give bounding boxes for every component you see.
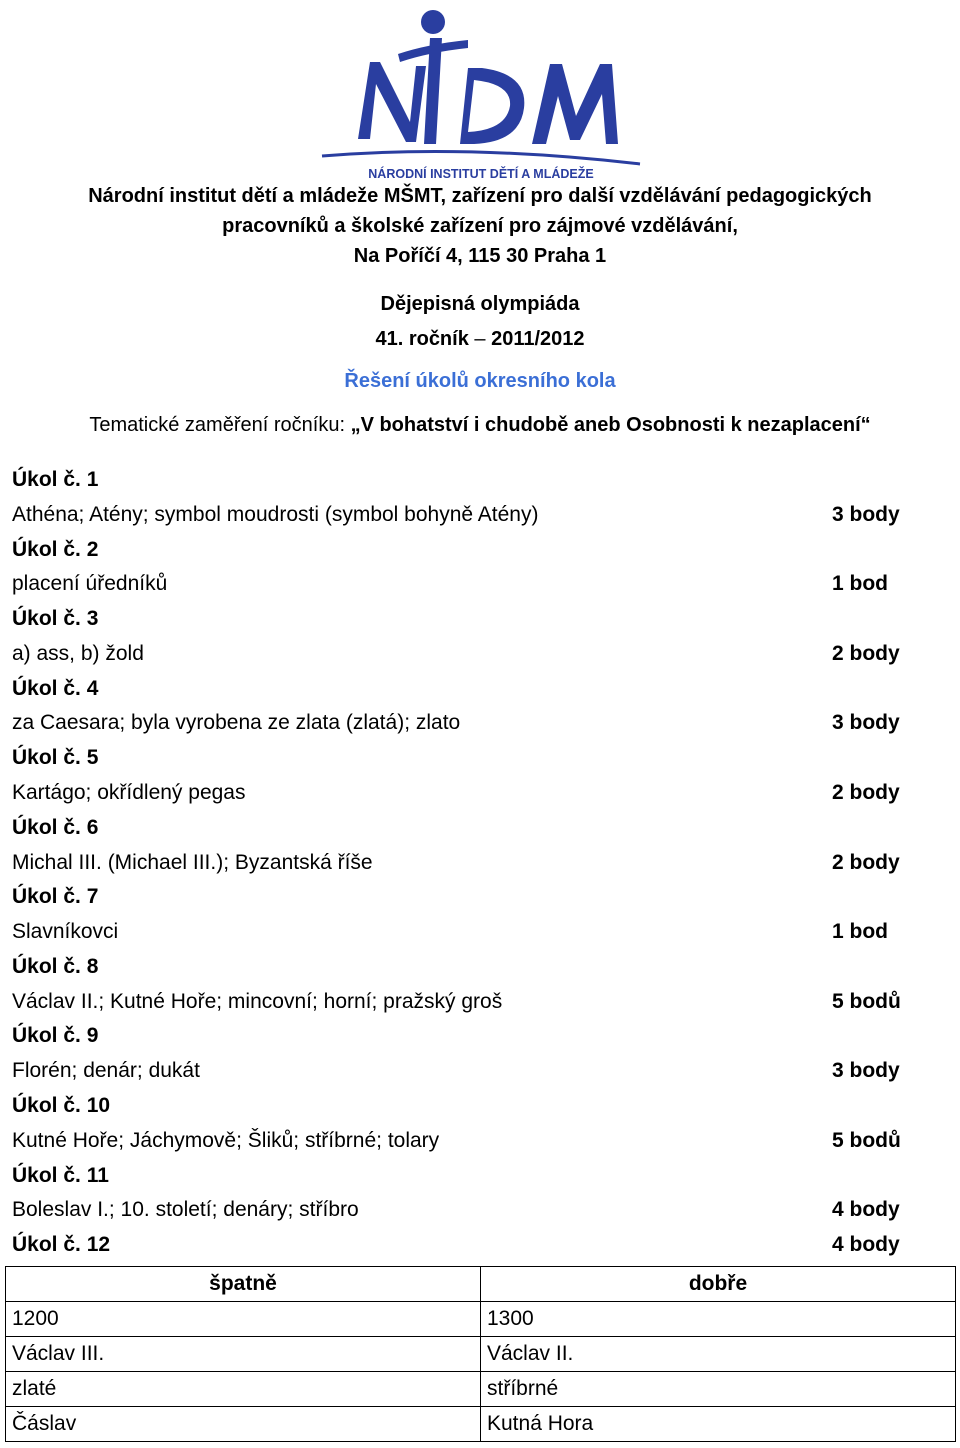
task-heading-12: Úkol č. 12 xyxy=(12,1233,111,1256)
task-heading-2: Úkol č. 2 xyxy=(12,538,99,561)
logo-figure-head xyxy=(421,10,445,34)
olympiad-name: Dějepisná olympiáda xyxy=(380,293,580,315)
task-answer-5: Kartágo; okřídlený pegas xyxy=(12,781,246,804)
task-heading-4: Úkol č. 4 xyxy=(12,677,99,700)
task-points-2: 1 bod xyxy=(832,572,888,595)
logo-subtitle: NÁRODNÍ INSTITUT DĚTÍ A MLÁDEŽE xyxy=(368,167,594,181)
task-points-8: 5 bodů xyxy=(832,990,901,1013)
institution-line-2: pracovníků a školské zařízení pro zájmové vzdělávání, xyxy=(222,215,738,237)
table-row xyxy=(6,1372,956,1407)
task-points-11: 4 body xyxy=(832,1198,900,1221)
task-points-5: 2 body xyxy=(832,781,900,804)
task-answer-1: Athéna; Atény; symbol moudrosti (symbol bohyně Atény) xyxy=(12,503,539,526)
task-heading-9: Úkol č. 9 xyxy=(12,1024,99,1047)
logo-swoosh xyxy=(322,152,640,165)
task-answer-4: za Caesara; byla vyrobena ze zlata (zlatá); zlato xyxy=(12,711,461,734)
logo-letter-n xyxy=(358,62,426,142)
theme-value: „V bohatství i chudobě aneb Osobnosti k nezaplacení“ xyxy=(350,414,871,436)
olympiad-year-line xyxy=(0,328,960,351)
task-answer-11: Boleslav I.; 10. století; denáry; stříbro xyxy=(12,1198,359,1221)
task12-header-wrong: špatně xyxy=(6,1267,481,1302)
task-points-4: 3 body xyxy=(832,711,900,734)
task-answer-2: placení úředníků xyxy=(12,572,168,595)
task12-cell-right: stříbrné xyxy=(481,1372,956,1407)
task-points-6: 2 body xyxy=(832,851,900,874)
task-answer-6: Michal III. (Michael III.); Byzantská říše xyxy=(12,851,373,874)
task-heading-3: Úkol č. 3 xyxy=(12,607,99,630)
task-heading-8: Úkol č. 8 xyxy=(12,955,99,978)
task-heading-11: Úkol č. 11 xyxy=(12,1164,109,1187)
task-heading-5: Úkol č. 5 xyxy=(12,746,99,769)
theme-label: Tematické zaměření ročníku: xyxy=(89,414,351,436)
task-points-7: 1 bod xyxy=(832,920,888,943)
task12-cell-wrong: Čáslav xyxy=(6,1407,481,1442)
task-heading-6: Úkol č. 6 xyxy=(12,816,99,839)
task12-cell-right: Kutná Hora xyxy=(481,1407,956,1442)
task-points-9: 3 body xyxy=(832,1059,900,1082)
task-points-3: 2 body xyxy=(832,642,900,665)
task12-cell-right: 1300 xyxy=(481,1302,956,1337)
task12-cell-wrong: 1200 xyxy=(6,1302,481,1337)
theme-line xyxy=(0,414,960,437)
task12-cell-wrong: zlaté xyxy=(6,1372,481,1407)
task12-header-row xyxy=(6,1267,956,1302)
institution-address: Na Poříčí 4, 115 30 Praha 1 xyxy=(353,245,607,267)
olympiad-year: 2011/2012 xyxy=(491,328,585,350)
task12-table xyxy=(5,1266,956,1442)
table-row xyxy=(6,1407,956,1442)
task12-cell-right: Václav II. xyxy=(481,1337,956,1372)
task-points-10: 5 bodů xyxy=(832,1129,901,1152)
logo-letter-m xyxy=(532,64,618,144)
olympiad-year-dash: – xyxy=(468,328,492,350)
nidm-logo xyxy=(318,4,644,182)
table-row xyxy=(6,1302,956,1337)
task-answer-7: Slavníkovci xyxy=(12,920,119,943)
task12-cell-wrong: Václav III. xyxy=(6,1337,481,1372)
olympiad-year-prefix: 41. ročník xyxy=(375,328,469,350)
task-heading-1: Úkol č. 1 xyxy=(12,468,99,491)
solutions-subtitle: Řešení úkolů okresního kola xyxy=(344,370,616,392)
task-answer-3: a) ass, b) žold xyxy=(12,642,144,665)
logo-letter-d xyxy=(460,68,524,144)
task-answer-9: Florén; denár; dukát xyxy=(12,1059,200,1082)
task-answer-10: Kutné Hoře; Jáchymově; Šliků; stříbrné; tolary xyxy=(12,1129,440,1152)
task12-header-right: dobře xyxy=(481,1267,956,1302)
task-points-1: 3 body xyxy=(832,503,900,526)
table-row xyxy=(6,1337,956,1372)
task-heading-10: Úkol č. 10 xyxy=(12,1094,111,1117)
institution-line-1: Národní institut dětí a mládeže MŠMT, zařízení pro další vzdělávání pedagogických xyxy=(88,185,872,207)
task-heading-7: Úkol č. 7 xyxy=(12,885,99,908)
task-points-12: 4 body xyxy=(832,1233,900,1256)
task-answer-8: Václav II.; Kutné Hoře; mincovní; horní; pražský groš xyxy=(12,990,503,1013)
